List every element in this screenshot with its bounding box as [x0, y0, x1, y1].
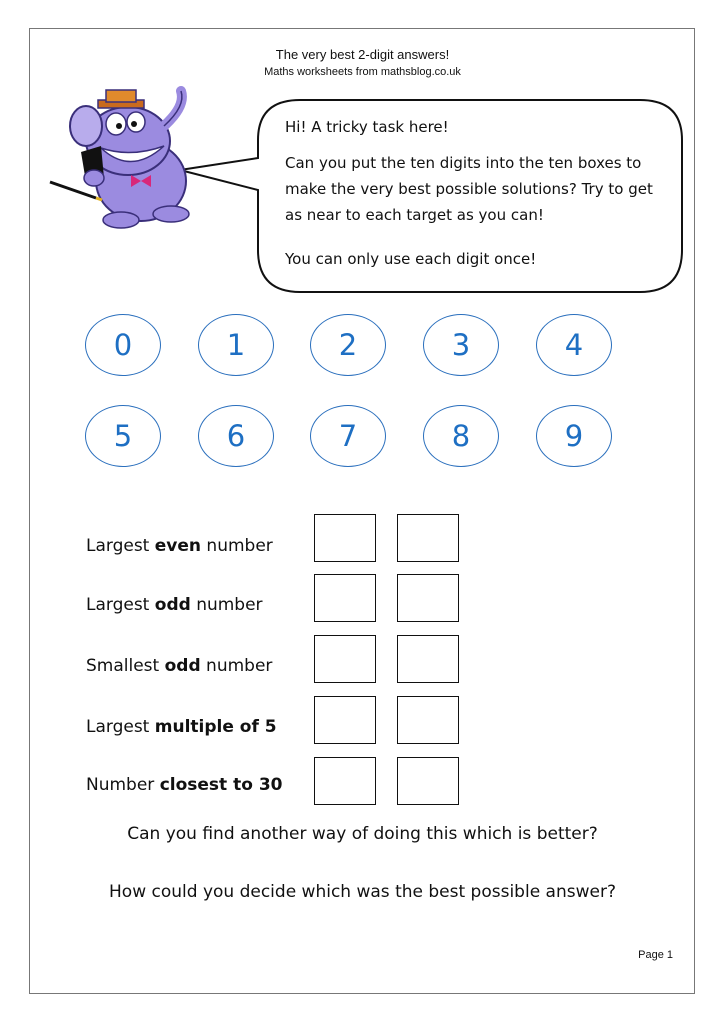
task-label-largest-even: Largest even number	[86, 536, 273, 556]
digit-circle-0: 0	[85, 314, 161, 376]
digit-circle-4: 4	[536, 314, 612, 376]
digit-circle-5: 5	[85, 405, 161, 467]
page-title: The very best 2-digit answers!	[275, 47, 450, 62]
page-subtitle: Maths worksheets from mathsblog.co.uk	[264, 66, 461, 78]
digit-circle-7: 7	[310, 405, 386, 467]
answer-box-smallest-odd-tens[interactable]	[314, 635, 376, 683]
answer-box-multiple-of-5-tens[interactable]	[314, 696, 376, 744]
task-label-smallest-odd: Smallest odd number	[86, 656, 273, 676]
speech-line-3: You can only use each digit once!	[285, 250, 537, 268]
answer-box-largest-even-ones[interactable]	[397, 514, 459, 562]
answer-box-largest-odd-ones[interactable]	[397, 574, 459, 622]
page-number: Page 1	[638, 949, 673, 961]
purple-monster-mascot-icon	[46, 86, 216, 236]
answer-box-smallest-odd-ones[interactable]	[397, 635, 459, 683]
answer-box-largest-odd-tens[interactable]	[314, 574, 376, 622]
answer-box-closest-to-30-ones[interactable]	[397, 757, 459, 805]
task-label-closest-to-30: Number closest to 30	[86, 775, 283, 795]
answer-box-multiple-of-5-ones[interactable]	[397, 696, 459, 744]
question-another-way: Can you find another way of doing this which is better?	[127, 824, 598, 844]
digit-circle-3: 3	[423, 314, 499, 376]
speech-line-1: Hi! A tricky task here!	[285, 118, 449, 136]
digit-circle-2: 2	[310, 314, 386, 376]
answer-box-largest-even-tens[interactable]	[314, 514, 376, 562]
speech-line-2: Can you put the ten digits into the ten boxes to make the very best possible solutions? Try to get as near to each target as you can!	[285, 154, 653, 224]
digit-circle-6: 6	[198, 405, 274, 467]
task-label-largest-multiple-of-5: Largest multiple of 5	[86, 717, 277, 737]
answer-box-closest-to-30-tens[interactable]	[314, 757, 376, 805]
digit-circle-8: 8	[423, 405, 499, 467]
question-best-answer: How could you decide which was the best possible answer?	[109, 882, 616, 902]
digit-circle-1: 1	[198, 314, 274, 376]
digit-circle-9: 9	[536, 405, 612, 467]
task-label-largest-odd: Largest odd number	[86, 595, 263, 615]
